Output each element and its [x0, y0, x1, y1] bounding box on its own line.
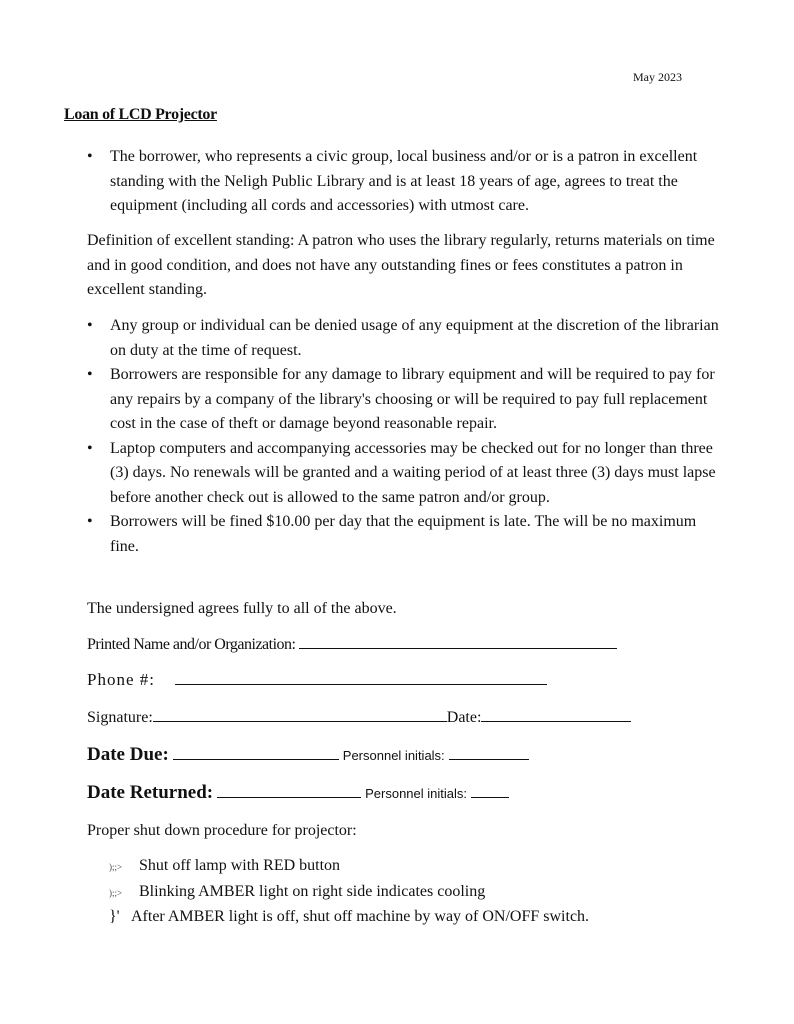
agreement-text: The undersigned agrees fully to all of the above.	[87, 600, 397, 617]
arrow-marker-icon: );;>	[109, 887, 123, 898]
date-due-row	[87, 744, 529, 766]
date-returned-row	[87, 782, 509, 804]
rule-text: Any group or individual can be denied usage of any equipment at the discretion of the librarian on duty at the time of request.	[110, 317, 719, 359]
list-item	[87, 510, 727, 559]
signature-field-row	[87, 707, 631, 727]
name-label: Printed Name and/or Organization:	[87, 636, 296, 653]
shutdown-step	[109, 854, 589, 880]
date-returned-input[interactable]	[217, 783, 361, 798]
bullet-icon: •	[87, 366, 93, 383]
shutdown-step	[109, 905, 589, 930]
date-returned-initials-input[interactable]	[471, 783, 509, 798]
bullet-icon: •	[87, 317, 93, 334]
definition-paragraph: Definition of excellent standing: A patron who uses the library regularly, returns materials on time and in good condition, and does not have any outstanding fines or fees constitutes a patron in excellent standing.	[87, 232, 715, 298]
date-due-initials-input[interactable]	[449, 745, 529, 760]
intro-list	[87, 145, 727, 219]
step-text: After AMBER light is off, shut off machine by way of ON/OFF switch.	[131, 908, 590, 925]
name-input[interactable]	[299, 634, 617, 649]
list-item	[87, 145, 727, 219]
document-title: Loan of LCD Projector	[64, 106, 217, 123]
shutdown-step	[109, 880, 589, 906]
signature-label: Signature:	[87, 709, 153, 726]
rule-text: Borrowers will be fined $10.00 per day that the equipment is late. The will be no maximum fine.	[110, 513, 697, 555]
step-text: Blinking AMBER light on right side indicates cooling	[139, 882, 486, 900]
phone-field-row	[87, 670, 547, 690]
signature-input[interactable]	[153, 707, 447, 722]
initials-label: Personnel initials:	[365, 786, 467, 801]
phone-label: Phone #:	[87, 670, 155, 689]
arrow-marker-icon: );;>	[109, 862, 123, 872]
phone-input[interactable]	[175, 670, 547, 685]
date-due-input[interactable]	[173, 745, 339, 760]
date-returned-label: Date Returned:	[87, 782, 214, 803]
bullet-icon: •	[87, 513, 93, 530]
name-field-row	[87, 634, 617, 654]
document-date: May 2023	[633, 70, 682, 84]
date-label: Date:	[446, 709, 482, 726]
arrow-marker-icon: }'	[109, 908, 120, 925]
bullet-icon: •	[87, 439, 93, 457]
date-input[interactable]	[481, 707, 631, 722]
rules-list	[87, 314, 727, 559]
list-item	[87, 314, 727, 363]
initials-label: Personnel initials:	[342, 748, 445, 763]
shutdown-steps	[109, 854, 589, 930]
list-item	[87, 363, 727, 437]
rule-text: Laptop computers and accompanying accessories may be checked out for no longer than three (3) days. No renewals will be granted and a waiting period of at least three (3) days must lapse before another check out is allowed to the same patron and/or group.	[110, 439, 716, 506]
shutdown-heading: Proper shut down procedure for projector:	[87, 822, 357, 839]
list-item	[87, 437, 727, 511]
intro-bullet-text: The borrower, who represents a civic group, local business and/or or is a patron in excellent standing with the Neligh Public Library and is at least 18 years of age, agrees to treat the equipment (including all cords and accessories) with utmost care.	[110, 148, 698, 214]
step-text: Shut off lamp with RED button	[139, 857, 341, 874]
bullet-icon: •	[87, 148, 93, 165]
date-due-label: Date Due:	[87, 744, 169, 765]
rule-text: Borrowers are responsible for any damage to library equipment and will be required to pay for any repairs by a company of the library's choosing or will be required to pay full replacement cost in the case of theft or damage beyond reasonable repair.	[110, 366, 715, 432]
